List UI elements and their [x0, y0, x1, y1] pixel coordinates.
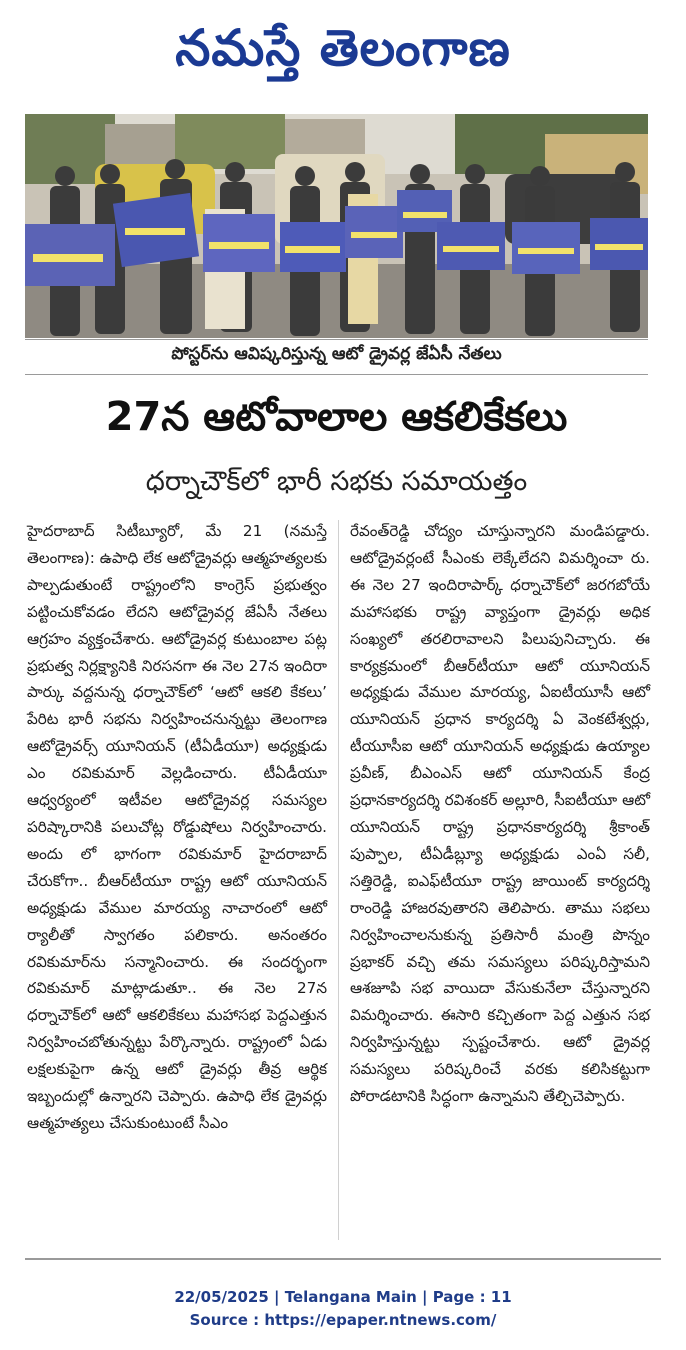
headline: 27న ఆటోవాలాల ఆకలికేకలు [105, 394, 568, 440]
photo-illustration [25, 114, 648, 338]
footer-info: 22/05/2025 | Telangana Main | Page : 11 [174, 1288, 512, 1306]
caption-rule-top [25, 339, 648, 340]
column-divider [338, 520, 339, 1240]
masthead [0, 8, 686, 88]
newspaper-title: నమస్తే తెలంగాణ [175, 19, 511, 77]
article-column-left: హైదరాబాద్ సిటీబ్యూరో, మే 21 (నమస్తే తెలంగాణ): ఉపాధి లేక ఆటోడ్రైవర్లు ఆత్మహత్యలకు పాల్పడుతుంటే రాష్ట్రంలోని కాంగ్రెస్ ప్రభుత్వం పట్టించుకోవడం లేదని ఆటోడ్రైవర్ల జేఏసీ నేతలు ఆగ్రహం వ్యక్తంచేశారు. ఆటోడ్రైవర్ల కుటుంబాల పట్ల ప్రభుత్వ నిర్లక్ష్యానికి నిరసనగా ఈ నెల 27న ఇందిరా పార్కు వద్దనున్న ధర్నాచౌక్‌లో ‘ఆటో ఆకలి కేకలు’ పేరిట భారీ సభను నిర్వహించనున్నట్టు తెలంగాణ ఆటోడ్రైవర్స్ యూనియన్ (టీఏడీయూ) అధ్యక్షుడు ఎం రవికుమార్ వెల్లడించారు. టీఏడీయూ ఆధ్వర్యంలో ఇటీవల ఆటోడ్రైవర్ల సమస్యల పరిష్కారానికి పలుచోట్ల రోడ్డుషోలు నిర్వహించారు. అందు లో భాగంగా రవికుమార్ హైదరాబాద్ చేరుకోగా.. బీఆర్‌టీయూ రాష్ట్ర ఆటో యూనియన్ అధ్యక్షుడు వేముల మారయ్య నాచారంలో ఆటో ర్యాలీతో స్వాగతం పలికారు. అనంతరం రవికుమార్‌ను సన్మానించారు. ఈ సందర్భంగా రవికుమార్ మాట్లాడుతూ.. ఈ నెల 27న ధర్నాచౌక్‌లో ఆటో ఆకలికేకలు మహాసభ పెద్దఎత్తున నిర్వహించబోతున్నట్టు పేర్కొన్నారు. రాష్ట్రంలో ఏడు లక్షలకుపైగా ఉన్న ఆటో డ్రైవర్లు తీవ్ర ఆర్థిక ఇబ్బందుల్లో ఉన్నారని చెప్పారు. ఉపాధి లేక డ్రైవర్లు ఆత్మహత్యలు చేసుకుంటుంటే సీఎం [27, 522, 327, 1132]
caption-rule-bottom [25, 374, 648, 375]
footer-source: Source : https://epaper.ntnews.com/ [189, 1311, 497, 1329]
news-photo [25, 114, 648, 338]
article-column-right: రేవంత్‌రెడ్డి చోద్యం చూస్తున్నారని మండిపడ్డారు. ఆటోడ్రైవర్లంటే సీఎంకు లెక్కేలేదని విమర్శించా రు. ఈ నెల 27 ఇందిరాపార్క్ ధర్నాచౌక్‌లో జరగబోయే మహాసభకు రాష్ట్ర వ్యాప్తంగా డ్రైవర్లు అధిక సంఖ్యలో తరలిరావాలని పిలుపునిచ్చారు. ఈ కార్యక్రమంలో బీఆర్‌టీయూ ఆటో యూనియన్ అధ్యక్షుడు వేముల మారయ్య, ఏఐటీయూసీ ఆటో యూనియన్ ప్రధాన కార్యదర్శి ఏ వెంకటేశ్వర్లు, టీయూసీఐ ఆటో యూనియన్ అధ్యక్షుడు ఉయ్యాల ప్రవీణ్, బీఎంఎస్ ఆటో యూనియన్ కేంద్ర ప్రధానకార్యదర్శి రవిశంకర్ అల్లూరి, సీఐటీయూ ఆటో యూనియన్ రాష్ట్ర ప్రధానకార్యదర్శి శ్రీకాంత్ పుప్పాల, టీఏడీబ్ల్యూ అధ్యక్షుడు ఎంఏ సలీ, సత్తిరెడ్డి, ఐఎఫ్‌టీయూ రాష్ట్ర జాయింట్ కార్యదర్శి రాంరెడ్డి హాజరవుతారని తెలిపారు. తాము సభలు నిర్వహించాలనుకున్న ప్రతిసారీ మంత్రి పొన్నం ప్రభాకర్ వచ్చి తమ సమస్యలు పరిష్కరిస్తామని ఆశజూపి సభ వాయిదా వేసుకునేలా చేస్తున్నారని విమర్శించారు. ఈసారి కచ్చితంగా పెద్ద ఎత్తున సభ నిర్వహిస్తున్నట్టు స్పష్టంచేశారు. ఆటో డ్రైవర్ల సమస్యలు పరిష్కరించే వరకు కలిసికట్టుగా పోరాడటానికి సిద్ధంగా ఉన్నామని తేల్చిచెప్పారు. [350, 522, 650, 1106]
photo-caption: పోస్టర్‌ను ఆవిష్కరిస్తున్న ఆటో డ్రైవర్ల జేఏసీ నేతలు [171, 344, 502, 364]
subheadline: ధర్నాచౌక్‌లో భారీ సభకు సమాయత్తం [145, 466, 528, 497]
page-divider [25, 1258, 661, 1260]
